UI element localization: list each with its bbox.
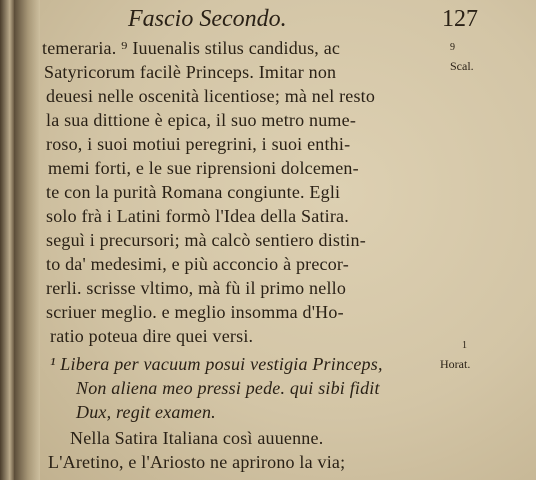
text-line: temeraria. ⁹ Iuuenalis stilus candidus, ac — [42, 38, 341, 58]
text-line: Non aliena meo pressi pede. qui sibi fidit — [76, 378, 380, 398]
page-number: 127 — [442, 6, 478, 32]
text-line: solo frà i Latini formò l'Idea della Satira. — [46, 206, 349, 226]
text-line: rerli. scrisse vltimo, mà fù il primo nello — [46, 278, 347, 298]
running-title: Fascio Secondo. — [128, 6, 287, 32]
text-line: ¹ Libera per vacuum posui vestigia Princeps, — [50, 354, 383, 374]
left-page-edge — [0, 0, 14, 480]
text-line: ratio poteua dire quei versi. — [50, 326, 254, 346]
text-line: te con la purità Romana congiunte. Egli — [46, 182, 341, 202]
text-line: scriuer meglio. e meglio insomma d'Ho- — [46, 302, 344, 322]
margin-note-text: Scal. — [450, 59, 474, 73]
margin-note-marker: 9 — [450, 42, 455, 53]
margin-note-scal — [450, 42, 474, 74]
book-gutter — [14, 0, 40, 480]
text-line: roso, i suoi motiui peregrini, i suoi enthi- — [46, 134, 351, 154]
text-line: Satyricorum facilè Princeps. Imitar non — [44, 62, 337, 82]
text-line: memi forti, e le sue riprensioni dolcemen- — [48, 158, 359, 178]
margin-note-marker: 1 — [462, 340, 467, 351]
text-line: Nella Satira Italiana così auuenne. — [70, 428, 324, 448]
margin-note-text: Horat. — [440, 357, 471, 371]
book-page — [40, 0, 536, 480]
text-line: la sua dittione è epica, il suo metro nume- — [46, 110, 357, 130]
text-line: Dux, regit examen. — [76, 402, 216, 422]
running-header — [128, 4, 478, 34]
text-line: L'Aretino, e l'Ariosto ne aprirono la via; — [48, 452, 346, 472]
text-line: seguì i precursori; mà calcò sentiero distin- — [46, 230, 366, 250]
text-line: deuesi nelle oscenità licentiose; mà nel resto — [46, 86, 376, 106]
text-line: to da' medesimi, e più acconcio à precor- — [46, 254, 349, 274]
margin-note-horat — [440, 340, 470, 372]
